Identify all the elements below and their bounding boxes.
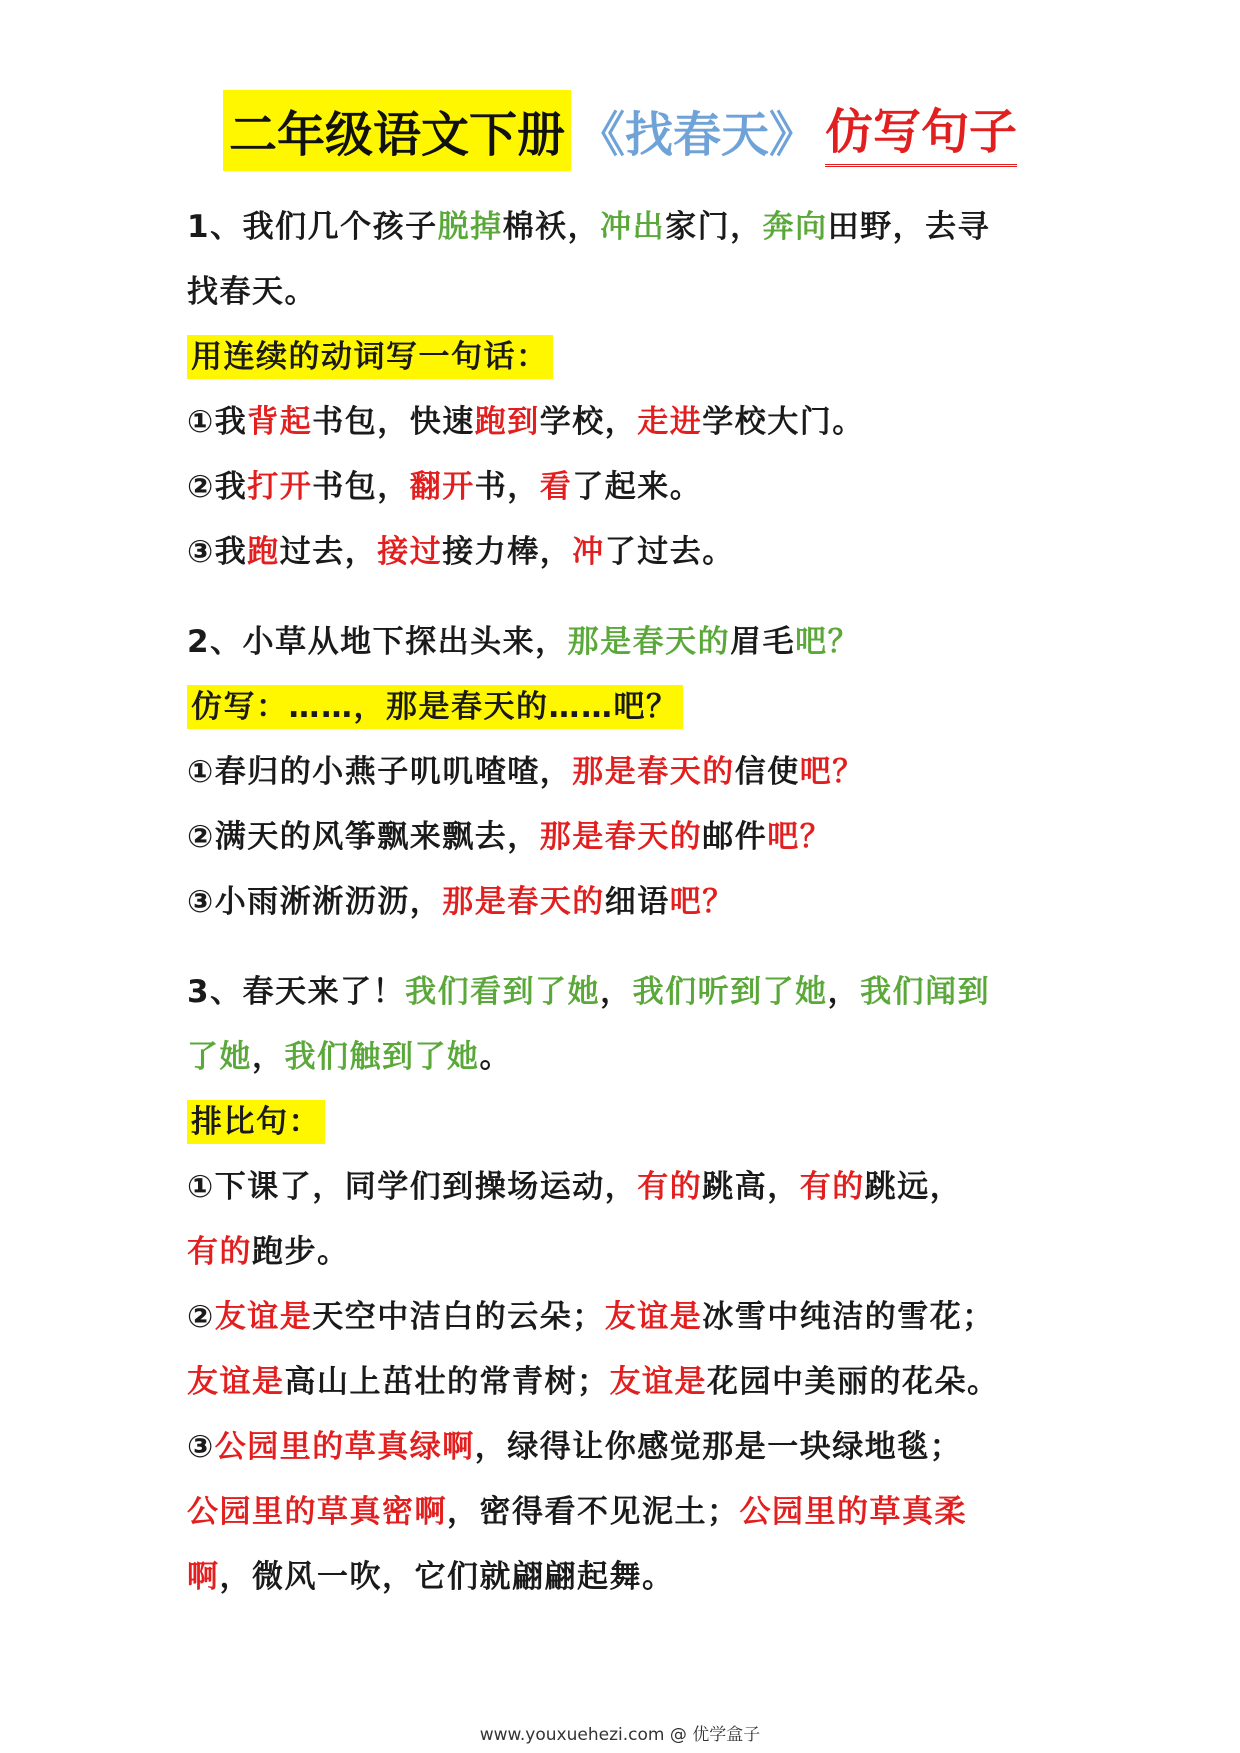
phrase-red: 啊 bbox=[187, 1559, 220, 1595]
phrase-red: 友谊是 bbox=[214, 1299, 313, 1335]
verb-red: 跑 bbox=[247, 534, 280, 570]
highlight-heading: 排比句： bbox=[187, 1100, 325, 1144]
footer-watermark: www.youxuehezi.com @ 优学盒子 bbox=[479, 1725, 761, 1745]
phrase-red: 吧？ bbox=[767, 819, 833, 855]
sec3-example-3a bbox=[187, 1415, 1067, 1480]
phrase-red: 那是春天的 bbox=[442, 884, 605, 920]
verb-red: 走进 bbox=[637, 404, 703, 440]
section-gap bbox=[187, 585, 1067, 610]
sec3-example-2b bbox=[187, 1350, 1067, 1415]
verb-green: 脱掉 bbox=[437, 209, 503, 245]
text: ①我 bbox=[187, 404, 248, 440]
text: ③我 bbox=[187, 534, 248, 570]
sec3-line1 bbox=[187, 960, 1067, 1025]
text: 过去， bbox=[279, 534, 378, 570]
sec3-example-1b bbox=[187, 1220, 1067, 1285]
phrase-red: 有的 bbox=[799, 1169, 865, 1205]
text: ， bbox=[600, 974, 633, 1010]
phrase-red: 那是春天的 bbox=[572, 754, 735, 790]
text: 细语 bbox=[604, 884, 670, 920]
title-lesson: 《找春天》 bbox=[576, 106, 817, 163]
highlight-heading: 仿写：……，那是春天的……吧？ bbox=[187, 685, 683, 729]
phrase-red: 友谊是 bbox=[187, 1364, 285, 1400]
text: 邮件 bbox=[702, 819, 768, 855]
text: 2、小草从地下探出头来， bbox=[187, 624, 568, 660]
text: 学校， bbox=[539, 404, 638, 440]
sec1-line2: 找春天。 bbox=[187, 274, 317, 310]
text: 信使 bbox=[734, 754, 800, 790]
text: ，微风一吹，它们就翩翩起舞。 bbox=[219, 1559, 675, 1595]
text: 冰雪中纯洁的雪花； bbox=[702, 1299, 995, 1335]
phrase-red: 公园里的草真密啊 bbox=[187, 1494, 447, 1530]
text: 家门， bbox=[665, 209, 763, 245]
sec1-example-2 bbox=[187, 455, 1067, 520]
phrase-red: 公园里的草真柔 bbox=[739, 1494, 967, 1530]
sec3-line2 bbox=[187, 1025, 1067, 1090]
text: 跳远， bbox=[864, 1169, 963, 1205]
content bbox=[187, 195, 1067, 1610]
phrase-red: 吧？ bbox=[799, 754, 865, 790]
phrase-green: 我们触到了她 bbox=[284, 1039, 480, 1075]
verb-red: 跑到 bbox=[474, 404, 540, 440]
text: ③ bbox=[187, 1429, 215, 1465]
text: 眉毛 bbox=[730, 624, 796, 660]
text: 书， bbox=[474, 469, 540, 505]
phrase-red: 有的 bbox=[637, 1169, 703, 1205]
title-grade: 二年级语文下册 bbox=[223, 90, 571, 171]
text: ， bbox=[252, 1039, 285, 1075]
sec3-example-3c bbox=[187, 1545, 1067, 1610]
text: ，密得看不见泥土； bbox=[447, 1494, 740, 1530]
verb-red: 接过 bbox=[377, 534, 443, 570]
text: ①春归的小燕子叽叽喳喳， bbox=[187, 754, 573, 790]
verb-red: 背起 bbox=[247, 404, 313, 440]
phrase-green: 了她 bbox=[187, 1039, 252, 1075]
text: ②我 bbox=[187, 469, 248, 505]
text: 1、我们几个孩子 bbox=[187, 209, 438, 245]
verb-red: 冲 bbox=[572, 534, 605, 570]
text: ② bbox=[187, 1299, 215, 1335]
text: 了起来。 bbox=[572, 469, 703, 505]
phrase-red: 那是春天的 bbox=[539, 819, 703, 855]
sec1-example-1 bbox=[187, 390, 1067, 455]
sec3-heading bbox=[187, 1090, 1067, 1155]
title-topic: 仿写句子 bbox=[825, 93, 1017, 167]
sec2-example-1 bbox=[187, 740, 1067, 805]
sec1-line1 bbox=[187, 195, 1067, 260]
text: 。 bbox=[479, 1039, 512, 1075]
phrase-green: 我们听到了她 bbox=[632, 974, 828, 1010]
text: 跑步。 bbox=[252, 1234, 350, 1270]
page-title bbox=[0, 90, 1240, 170]
phrase-red: 友谊是 bbox=[604, 1299, 703, 1335]
sec1-heading bbox=[187, 325, 1067, 390]
text: 了过去。 bbox=[604, 534, 735, 570]
text: ①下课了，同学们到操场运动， bbox=[187, 1169, 638, 1205]
phrase-green: 我们看到了她 bbox=[405, 974, 601, 1010]
sec3-example-2a bbox=[187, 1285, 1067, 1350]
sec2-heading bbox=[187, 675, 1067, 740]
text: 棉袄， bbox=[502, 209, 601, 245]
sec3-example-1a bbox=[187, 1155, 1067, 1220]
text: ，绿得让你感觉那是一块绿地毯； bbox=[474, 1429, 963, 1465]
text: 高山上茁壮的常青树； bbox=[284, 1364, 610, 1400]
text: 学校大门。 bbox=[702, 404, 865, 440]
sec3-example-3b bbox=[187, 1480, 1067, 1545]
text: ③小雨淅淅沥沥， bbox=[187, 884, 443, 920]
sec2-example-2 bbox=[187, 805, 1067, 870]
verb-green: 奔向 bbox=[762, 209, 828, 245]
text: 书包，快速 bbox=[312, 404, 475, 440]
phrase-red: 友谊是 bbox=[609, 1364, 707, 1400]
verb-red: 打开 bbox=[247, 469, 313, 505]
text: 田野，去寻 bbox=[827, 209, 991, 245]
verb-red: 翻开 bbox=[409, 469, 475, 505]
phrase-green: 我们闻到 bbox=[860, 974, 991, 1010]
sec2-line1 bbox=[187, 610, 1067, 675]
phrase-red: 公园里的草真绿啊 bbox=[214, 1429, 475, 1465]
text: 天空中洁白的云朵； bbox=[312, 1299, 605, 1335]
text: 跳高， bbox=[702, 1169, 800, 1205]
sec2-example-3 bbox=[187, 870, 1067, 935]
sec1-example-3 bbox=[187, 520, 1067, 585]
phrase-red: 有的 bbox=[187, 1234, 252, 1270]
text: ②满天的风筝飘来飘去， bbox=[187, 819, 540, 855]
text: 书包， bbox=[312, 469, 410, 505]
phrase-green: 吧？ bbox=[795, 624, 861, 660]
phrase-green: 那是春天的 bbox=[567, 624, 731, 660]
verb-green: 冲出 bbox=[600, 209, 666, 245]
verb-red: 看 bbox=[539, 469, 573, 505]
phrase-red: 吧？ bbox=[669, 884, 735, 920]
highlight-heading: 用连续的动词写一句话： bbox=[187, 335, 553, 379]
section-gap bbox=[187, 935, 1067, 960]
text: 接力棒， bbox=[442, 534, 573, 570]
text: 3、春天来了！ bbox=[187, 974, 406, 1010]
text: ， bbox=[827, 974, 861, 1010]
text: 花园中美丽的花朵。 bbox=[707, 1364, 1000, 1400]
